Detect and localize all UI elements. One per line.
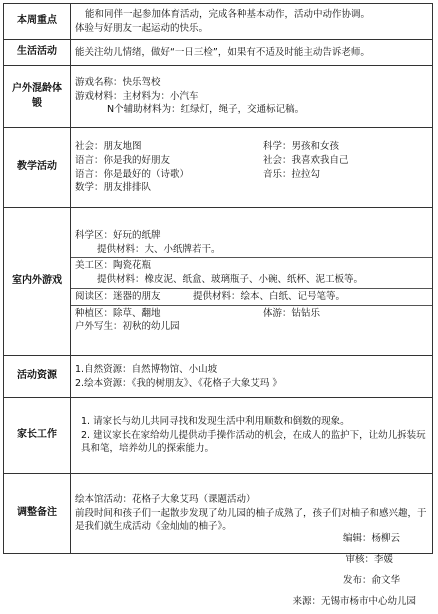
- teaching-line: [75, 140, 428, 154]
- art-material: 提供材料：橡皮泥、纸盒、玻璃瓶子、小碗、纸杯、泥工板等。: [97, 274, 364, 286]
- indoor-content: [71, 208, 433, 356]
- resources-content: [71, 356, 433, 398]
- adjust-line-2: 前段时间和孩子们一起散步发现了幼儿园的柚子成熟了，孩子们对柚子和感兴趣，于是我们就生成活动《金灿灿的柚子》。: [75, 507, 427, 533]
- outdoor-sketch: 户外写生：初秋的幼儿园: [75, 321, 180, 333]
- reading-area: 阅读区：迷器的朋友: [75, 290, 161, 302]
- parent-task-1: 1. 请家长与幼儿共同寻找和发现生活中利用顺数和倒数的现象。: [81, 415, 350, 427]
- resource-picturebook: 2.绘本资源：《我的树朋友》、《花格子大象艾玛 》: [75, 377, 282, 389]
- focus-row: [4, 4, 433, 40]
- life-content: 能关注幼儿情绪，做好“一日三检”，如果有不适及时能主动告诉老师。: [71, 40, 433, 66]
- teaching-item: 社会：我喜欢我自己: [263, 154, 349, 166]
- parent-task-2: 2. 建议家长在家给幼儿提供动手操作活动的机会，在成人的监护下，让幼儿拆装玩具和笔，培养幼儿的探索能力。: [81, 429, 426, 455]
- outdoor-aux-material: N个辅助材料为：红绿灯，绳子，交通标记稿。: [107, 104, 305, 116]
- indoor-row: [4, 208, 433, 356]
- teaching-label: 教学活动: [4, 128, 71, 208]
- footer-publisher: 发布：俞文华: [342, 575, 400, 586]
- outdoor-main-material: 游戏材料：主材料为：小汽车: [75, 90, 199, 102]
- reading-line: [71, 288, 432, 304]
- life-label: 生活活动: [4, 40, 71, 66]
- focus-label: 本周重点: [4, 4, 71, 40]
- teaching-item: 语言：你是我的好朋友: [75, 154, 171, 166]
- teaching-item: 音乐：拉拉勾: [263, 168, 321, 180]
- footer-editor: 编辑：杨柳云: [342, 533, 400, 544]
- parents-content: [71, 398, 433, 474]
- life-row: [4, 40, 433, 66]
- resources-row: [4, 356, 433, 398]
- weekly-plan-table: [3, 3, 433, 554]
- teaching-row: [4, 128, 433, 208]
- teaching-item: 语言：你是最好的（诗歌）: [75, 168, 190, 180]
- focus-line-2: 体验与好朋友一起运动的快乐。: [75, 22, 209, 34]
- art-area: 美工区：陶瓷花瓶: [71, 257, 432, 273]
- focus-content: [71, 4, 433, 40]
- teaching-content: [71, 128, 433, 208]
- outdoor-label: 户外混龄体锻: [4, 66, 71, 128]
- teaching-item: 数学：朋友排排队: [75, 182, 152, 194]
- focus-line-1: 能和同伴一起参加体育活动，完成各种基本动作，活动中动作协调。: [85, 8, 371, 20]
- planting-area: 种植区：除草、翻地: [75, 307, 161, 319]
- parents-label: 家长工作: [4, 398, 71, 474]
- resources-label: 活动资源: [4, 356, 71, 398]
- sports-area: 体游：钻钻乐: [263, 307, 321, 319]
- planting-line: [71, 305, 432, 321]
- teaching-line: [75, 181, 428, 195]
- teaching-line: [75, 168, 428, 182]
- adjust-label: 调整备注: [4, 474, 71, 554]
- resource-natural: 1.自然资源：自然博物馆、小山坡: [75, 363, 218, 375]
- teaching-item: 科学：男孩和女孩: [263, 140, 340, 152]
- parents-row: [4, 398, 433, 474]
- indoor-label: 室内外游戏: [4, 208, 71, 356]
- teaching-item: 社会：朋友地图: [75, 140, 142, 152]
- outdoor-row: [4, 66, 433, 128]
- teaching-item: [263, 181, 428, 195]
- reading-material: 提供材料：绘本、白纸、记号笔等。: [193, 290, 346, 302]
- adjust-line-1: 绘本馆活动：花格子大象艾玛（课题活动）: [75, 493, 256, 505]
- science-area: 科学区：好玩的纸牌: [75, 229, 161, 241]
- teaching-line: [75, 154, 428, 168]
- outdoor-game: 游戏名称：快乐驾校: [75, 76, 161, 88]
- science-material: 提供材料：大、小纸牌若干。: [97, 243, 221, 255]
- outdoor-content: [71, 66, 433, 128]
- footer-reviewer: 审核：李媛: [345, 554, 393, 565]
- footer-source: 来源：无锡市杨市中心幼儿园: [292, 596, 416, 607]
